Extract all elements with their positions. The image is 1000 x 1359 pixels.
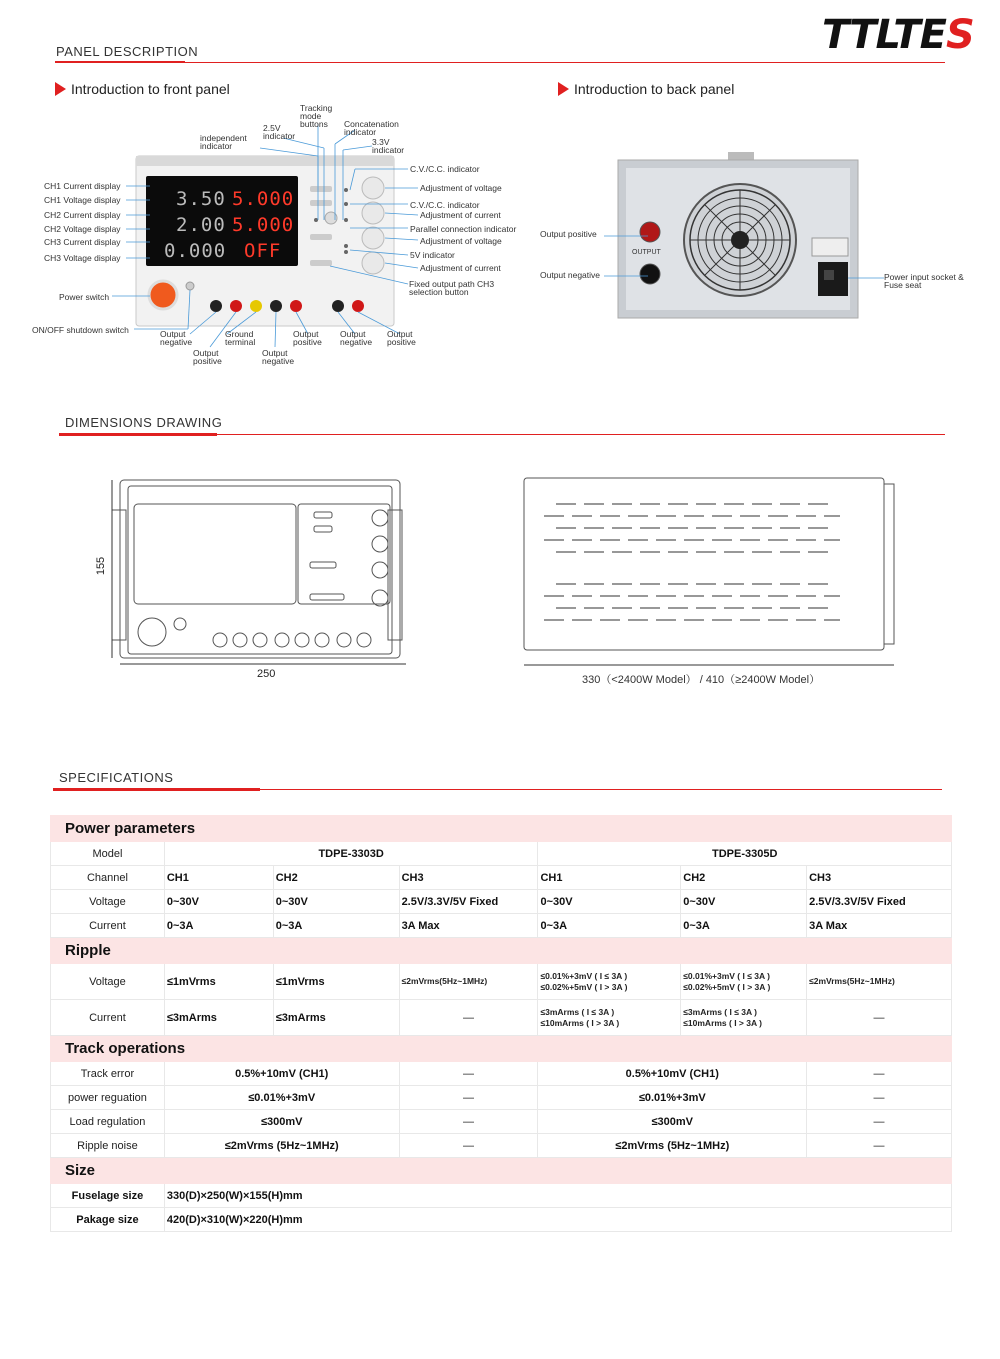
panel-divider — [185, 62, 945, 63]
table-row: Track error 0.5%+10mV (CH1) — 0.5%+10mV (CH1) — — [51, 1062, 952, 1086]
specs-section-title: SPECIFICATIONS — [59, 770, 174, 785]
section-ripple: Ripple — [51, 938, 952, 964]
table-row: Current 0~3A 0~3A 3A Max 0~3A 0~3A 3A Max — [51, 914, 952, 938]
ch2-voltage-display: 5.000 — [232, 214, 295, 236]
ch3-voltage-display: OFF — [244, 240, 282, 262]
label-cvcc-2: C.V./C.C. indicator — [410, 200, 480, 210]
label-concatenation: Concatenation indicator — [344, 119, 399, 137]
specs-divider — [260, 789, 942, 790]
label-output-positive-2: Output positive — [387, 329, 416, 347]
label-cvcc-1: C.V./C.C. indicator — [410, 164, 480, 174]
table-row: Fuselage size 330(D)×250(W)×155(H)mm — [51, 1184, 952, 1208]
specs-title-underline — [53, 788, 260, 791]
section-power-parameters: Power parameters — [51, 816, 952, 842]
back-panel-heading: Introduction to back panel — [558, 81, 734, 97]
label-ch1-current: CH1 Current display — [44, 181, 121, 191]
front-panel-heading: Introduction to front panel — [55, 81, 230, 97]
label-ch2-voltage: CH2 Voltage display — [44, 224, 121, 234]
svg-text:OUTPUT: OUTPUT — [632, 249, 661, 256]
label-independent-indicator: independent indicator — [200, 133, 247, 151]
back-label-output-positive: Output positive — [540, 229, 597, 239]
dimension-height: 155 — [95, 556, 108, 576]
section-track-operations: Track operations — [51, 1036, 952, 1062]
table-row: Current ≤3mArms ≤3mArms — ≤3mArms ( I ≤ 3A ) ≤10mArms ( I > 3A ) ≤3mArms ( I ≤ 3A ) ≤10mArms ( I > 3A ) — — [51, 1000, 952, 1036]
label-ch2-current: CH2 Current display — [44, 210, 121, 220]
label-tracking-mode: Tracking mode buttons — [300, 103, 333, 129]
label-ch3-current: CH3 Current display — [44, 237, 121, 247]
ch3-current-display: 0.000 — [164, 240, 227, 262]
dimension-width: 250 — [257, 668, 276, 680]
label-ground-terminal: Ground terminal — [225, 329, 256, 347]
label-3-3v-indicator: 3.3V indicator — [372, 137, 405, 155]
dimension-depth: 330（<2400W Model） / 410（≥2400W Model） — [582, 674, 821, 686]
label-ch1-voltage: CH1 Voltage display — [44, 195, 121, 205]
back-panel-leaders — [540, 228, 900, 288]
table-row: Channel CH1 CH2 CH3 CH1 CH2 CH3 — [51, 866, 952, 890]
dimensions-illustration — [88, 470, 918, 670]
ch1-current-display: 3.50 — [176, 188, 226, 210]
back-label-output-negative: Output negative — [540, 270, 601, 280]
back-label-power-input: Power input socket & Fuse seat — [884, 272, 964, 290]
panel-section-title: PANEL DESCRIPTION — [56, 44, 199, 59]
label-output-negative-1: Output negative — [160, 329, 193, 347]
triangle-bullet-icon — [558, 82, 569, 96]
label-output-negative-3: Output negative — [262, 348, 295, 366]
panel-title-underline — [55, 61, 185, 63]
label-ch3-voltage: CH3 Voltage display — [44, 253, 121, 263]
label-output-positive-1: Output positive — [293, 329, 322, 347]
table-row: Pakage size 420(D)×310(W)×220(H)mm — [51, 1208, 952, 1232]
label-output-negative-2: Output negative — [340, 329, 373, 347]
table-row: Ripple noise ≤2mVrms (5Hz~1MHz) — ≤2mVrms (5Hz~1MHz) — — [51, 1134, 952, 1158]
label-fixed-output-path: Fixed output path CH3 selection button — [409, 279, 495, 297]
ch1-voltage-display: 5.000 — [232, 188, 295, 210]
table-row: Model TDPE-3303D TDPE-3305D — [51, 842, 952, 866]
label-adj-current-2: Adjustment of current — [420, 263, 501, 273]
brand-logo: TTLTES — [822, 12, 974, 58]
ch2-current-display: 2.00 — [176, 214, 226, 236]
label-5v-indicator: 5V indicator — [410, 250, 455, 260]
triangle-bullet-icon — [55, 82, 66, 96]
table-row: Load regulation ≤300mV — ≤300mV — — [51, 1110, 952, 1134]
table-row: power reguation ≤0.01%+3mV — ≤0.01%+3mV — — [51, 1086, 952, 1110]
table-row: Voltage ≤1mVrms ≤1mVrms ≤2mVrms(5Hz~1MHz) ≤0.01%+3mV ( I ≤ 3A ) ≤0.02%+5mV ( I > 3A ) ≤0.01%+3mV ( I ≤ 3A ) ≤0.02%+5mV ( I > 3A ) ≤2mVrms(5Hz~1MHz) — [51, 964, 952, 1000]
label-2-5v-indicator: 2.5V indicator — [263, 123, 296, 141]
label-adj-current-1: Adjustment of current — [420, 210, 501, 220]
label-adj-voltage-2: Adjustment of voltage — [420, 236, 502, 246]
dimensions-section-title: DIMENSIONS DRAWING — [65, 415, 223, 430]
label-output-positive-3: Output positive — [193, 348, 222, 366]
label-adj-voltage-1: Adjustment of voltage — [420, 183, 502, 193]
table-row: Voltage 0~30V 0~30V 2.5V/3.3V/5V Fixed 0~30V 0~30V 2.5V/3.3V/5V Fixed — [51, 890, 952, 914]
label-onoff-switch: ON/OFF shutdown switch — [32, 325, 129, 335]
section-size: Size — [51, 1158, 952, 1184]
dimensions-title-underline — [59, 433, 217, 436]
dimensions-divider — [217, 434, 945, 435]
specifications-table — [50, 815, 952, 1232]
label-parallel: Parallel connection indicator — [410, 224, 517, 234]
label-power-switch: Power switch — [59, 292, 110, 302]
